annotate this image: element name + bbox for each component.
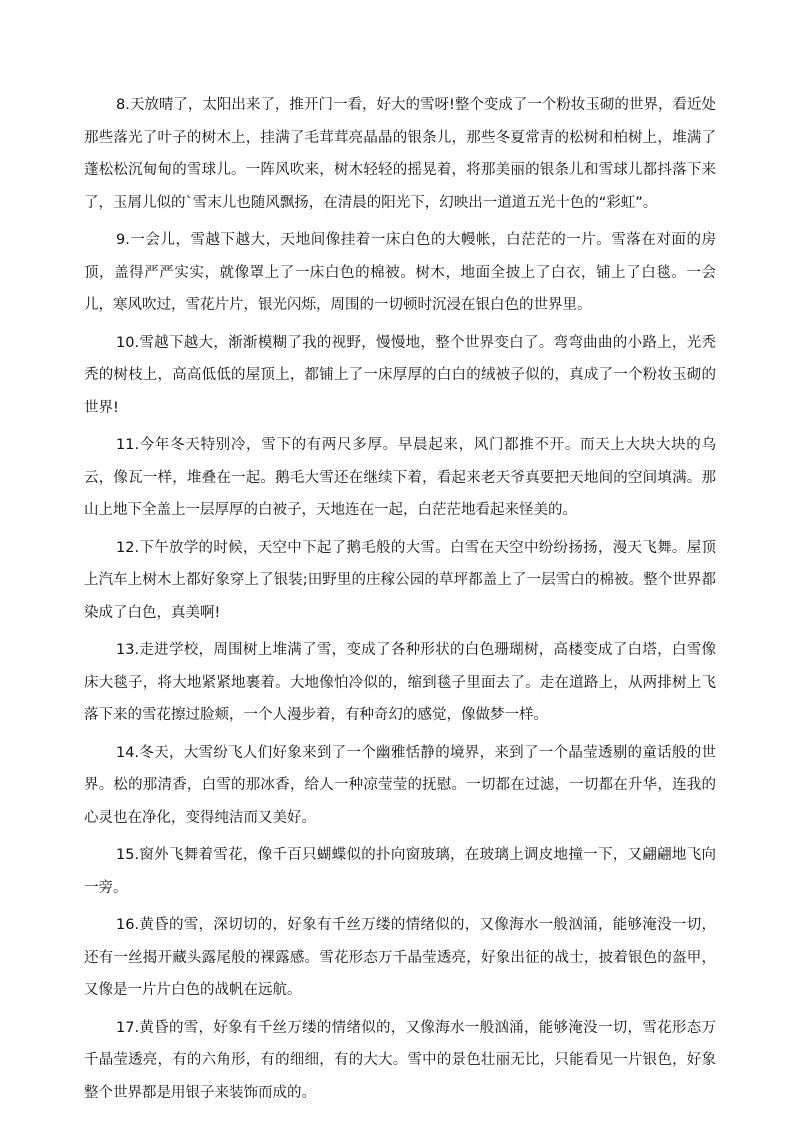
paragraph-17: 17.黄昏的雪，好象有千丝万缕的情绪似的，又像海水一般汹涌，能够淹没一切，雪花形态万千晶莹透亮，有的六角形，有的细细，有的大大。雪中的景色壮丽无比，只能看见一片银色，好象整个世界都是用银子来装饰而成的。 [84,1019,716,1101]
document-body [84,89,716,1114]
paragraph-9: 9.一会儿，雪越下越大，天地间像挂着一床白色的大幔帐，白茫茫的一片。雪落在对面的房顶，盖得严严实实，就像罩上了一床白色的棉被。树木，地面全披上了白衣，铺上了白毯。一会儿，寒风吹过，雪花片片，银光闪烁，周围的一切顿时沉浸在银白色的世界里。 [84,232,716,313]
paragraph-15: 15.窗外飞舞着雪花，像千百只蝴蝶似的扑向窗玻璃，在玻璃上调皮地撞一下，又翩翩地飞向一旁。 [84,847,716,896]
paragraph-10: 10.雪越下越大，渐渐模糊了我的视野，慢慢地，整个世界变白了。弯弯曲曲的小路上，光秃秃的树枝上，高高低低的屋顶上，都铺上了一床厚厚的白白的绒被子似的，真成了一个粉妆玉砌的世界! [84,334,716,416]
paragraph-14: 14.冬天，大雪纷飞人们好象来到了一个幽雅恬静的境界，来到了一个晶莹透剔的童话般的世界。松的那清香，白雪的那冰香，给人一种凉莹莹的抚慰。一切都在过滤，一切都在升华，连我的心灵也在净化，变得纯洁而又美好。 [84,744,716,826]
paragraph-12: 12.下午放学的时候，天空中下起了鹅毛般的大雪。白雪在天空中纷纷扬扬，漫天飞舞。屋顶上汽车上树木上都好象穿上了银装;田野里的庄稼公园的草坪都盖上了一层雪白的棉被。整个世界都染成了白色，真美啊! [84,539,716,621]
paragraph-8: 8.天放晴了，太阳出来了，推开门一看，好大的雪呀!整个变成了一个粉妆玉砌的世界，看近处那些落光了叶子的树木上，挂满了毛茸茸亮晶晶的银条儿，那些冬夏常青的松树和柏树上，堆满了蓬松松沉甸甸的雪球儿。一阵风吹来，树木轻轻的摇晃着，将那美丽的银条儿和雪球儿都抖落下来了，玉屑儿似的`雪末儿也随风飘扬，在清晨的阳光下，幻映出一道道五光十色的“彩虹”。 [84,97,716,211]
paragraph-16: 16.黄昏的雪，深切切的，好象有千丝万缕的情绪似的，又像海水一般汹涌，能够淹没一切，还有一丝揭开藏头露尾般的裸露感。雪花形态万千晶莹透亮，好象出征的战士，披着银色的盔甲，又像是一片片白色的战帆在远航。 [84,917,716,998]
paragraph-11: 11.今年冬天特别冷，雪下的有两尺多厚。早晨起来，风门都推不开。而天上大块大块的乌云，像瓦一样，堆叠在一起。鹅毛大雪还在继续下着，看起来老天爷真要把天地间的空间填满。那山上地下全盖上一层厚厚的白被子，天地连在一起，白茫茫地看起来怪美的。 [84,437,716,518]
paragraph-13: 13.走进学校，周围树上堆满了雪，变成了各种形状的白色珊瑚树，高楼变成了白塔，白雪像床大毯子，将大地紧紧地裹着。大地像怕冷似的，缩到毯子里面去了。走在道路上，从两排树上飞落下来的雪花擦过脸颊，一个人漫步着，有种奇幻的感觉，像做梦一样。 [84,642,716,723]
